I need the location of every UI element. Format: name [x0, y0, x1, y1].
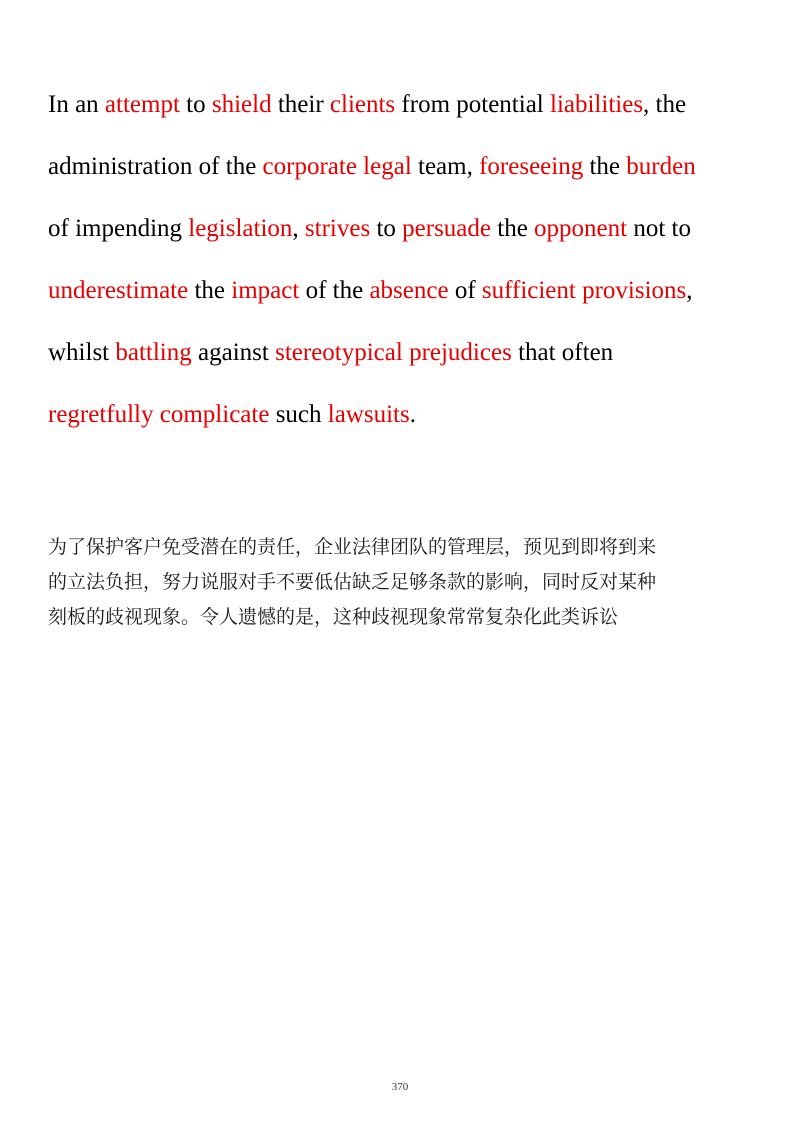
highlighted-term: sufficient provisions	[481, 277, 687, 304]
chinese-line: 为了保护客户免受潜在的责任，企业法律团队的管理层，预见到即将到来	[48, 536, 657, 558]
text-segment: of	[448, 277, 482, 304]
highlighted-term: opponent	[534, 215, 628, 242]
text-segment: the	[491, 215, 535, 242]
text-segment: to	[370, 215, 403, 242]
highlighted-term: lawsuits	[327, 401, 410, 428]
text-segment: against	[191, 339, 276, 366]
text-segment: their	[271, 91, 330, 118]
text-segment: ,	[686, 277, 693, 304]
highlighted-term: shield	[211, 91, 272, 118]
text-segment: the	[188, 277, 232, 304]
english-line	[48, 384, 768, 446]
text-segment: that often	[511, 339, 614, 366]
highlighted-term: stereotypical prejudices	[275, 339, 512, 366]
highlighted-term: absence	[369, 277, 449, 304]
highlighted-term: corporate legal	[262, 153, 412, 180]
highlighted-term: regretfully complicate	[48, 401, 270, 428]
text-segment: administration of the	[48, 153, 263, 180]
text-segment: of impending	[48, 215, 189, 242]
highlighted-term: liabilities	[550, 91, 644, 118]
text-segment: whilst	[48, 339, 116, 366]
text-segment: team,	[411, 153, 480, 180]
highlighted-term: persuade	[402, 215, 491, 242]
english-line	[48, 322, 768, 384]
page-number: 370	[391, 1081, 409, 1093]
text-segment: from potential	[395, 91, 550, 118]
highlighted-term: legislation	[188, 215, 293, 242]
text-segment: of the	[299, 277, 370, 304]
english-paragraph	[48, 74, 768, 446]
highlighted-term: underestimate	[48, 277, 189, 304]
english-line	[48, 260, 768, 322]
highlighted-term: foreseeing	[479, 153, 584, 180]
chinese-translation-paragraph	[48, 530, 752, 635]
chinese-line: 刻板的歧视现象。令人遗憾的是，这种歧视现象常常复杂化此类诉讼	[48, 606, 619, 628]
text-segment: not to	[627, 215, 691, 242]
english-line	[48, 74, 768, 136]
chinese-line: 的立法负担，努力说服对手不要低估缺乏足够条款的影响，同时反对某种	[48, 571, 657, 593]
text-segment: such	[269, 401, 328, 428]
text-segment: In an	[48, 91, 105, 118]
text-segment: .	[409, 401, 416, 428]
highlighted-term: clients	[329, 91, 396, 118]
highlighted-term: impact	[231, 277, 300, 304]
text-segment: ,	[292, 215, 305, 242]
english-line	[48, 198, 768, 260]
highlighted-term: strives	[304, 215, 371, 242]
highlighted-term: burden	[626, 153, 696, 180]
highlighted-term: battling	[115, 339, 192, 366]
highlighted-term: attempt	[104, 91, 180, 118]
text-segment: to	[179, 91, 212, 118]
text-segment: , the	[643, 91, 687, 118]
english-line	[48, 136, 768, 198]
text-segment: the	[583, 153, 627, 180]
